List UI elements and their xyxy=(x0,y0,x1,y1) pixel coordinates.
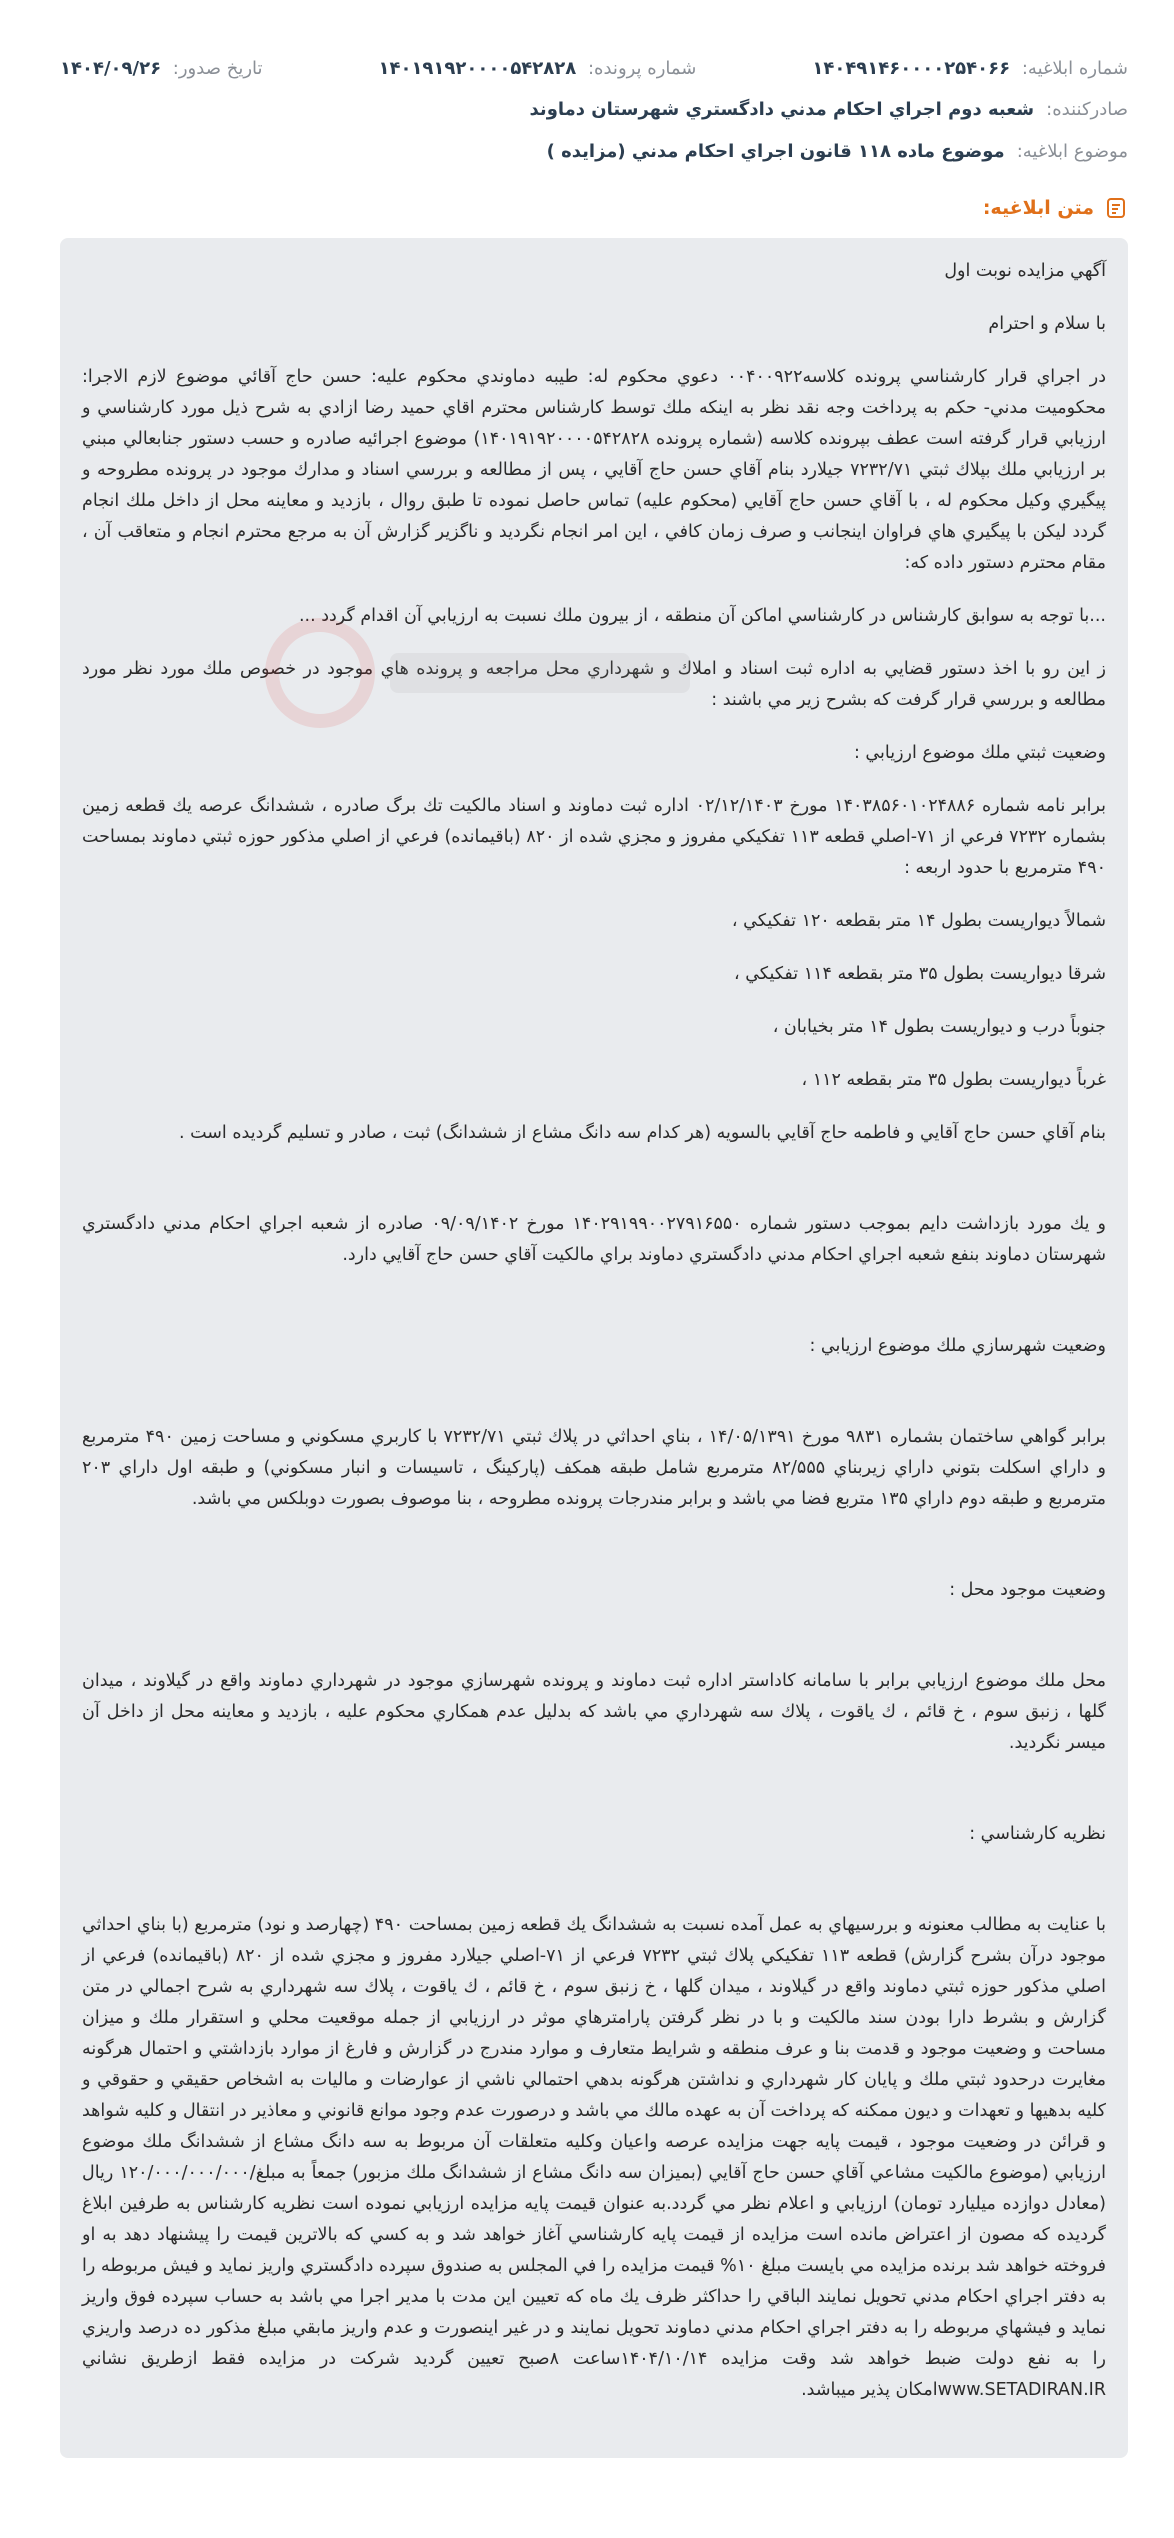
notice-number xyxy=(812,58,1128,79)
paragraph-6: وضعيت ثبتي ملك موضوع ارزيابي : xyxy=(853,743,1106,763)
notice-header xyxy=(60,48,1128,172)
paragraph-19: با عنايت به مطالب معنونه و بررسيهاي به عمل آمده نسبت به ششدانگ يك قطعه زمين بمساحت ۴۹۰ (چهارصد و نود) مترمربع (با بناي احداثي موجود درآن بشرح گزارش) قطعه ۱۱۳ تفكيكي پلاك ثبتي ۷۲۳۲ فرعي از ۷۱-اصلي جيلارد مفروز و مجزي شده از ۸۲۰ (باقيمانده) فرعي از اصلي مذكور حوزه ثبتي دماوند واقع در گيلاوند ، ميدان گلها ، خ زنبق سوم ، خ قائم ، ك ياقوت ، پلاك سه شهرداري به شرح اجمالي در متن گزارش و بشرط دارا بودن سند مالكيت و با در نظر گرفتن پارامترهاي موثر در ارزيابي از جمله موقعيت محلي و استقرار ملك و ميزان مساحت و وضعيت موجود و قدمت بنا و عرف منطقه و شرايط متعارف و موارد مندرج در گزارش و فارغ از موارد بازداشتي و احتمال هرگونه مغايرت درحدود ثبتي ملك و پايان كار شهرداري و نداشتن هرگونه بدهي احتمالي ناشي از عوارضات و ماليات به اشخاص حقيقي و حقوقي و كليه بدهيها و تعهدات و ديون ممكنه كه پرداخت آن به عهده مالك مي باشد و درصورت عدم وجود موانع قانوني و معاذير در انتقال و كليه شواهد و قرائن در وضعيت موجود ، قيمت پايه جهت مزايده عرصه واعيان وكليه متعلقات آن مربوط به سه دانگ مشاع از ششدانگ ملك موضوع ارزيابي (موضوع مالكيت مشاعي آقاي حسن حاج آقايي (بميزان سه دانگ مشاع از ششدانگ ملك مزبور) جمعاً به مبلغ/۱۲۰/۰۰۰/۰۰۰/۰۰۰ ريال (معادل دوازده ميليارد تومان) ارزيابي و اعلام نظر مي گردد.به عنوان قيمت پايه مزايده ارزيابي نموده است نظريه كارشناس به طرفين ابلاغ گرديده كه مصون از اعتراض مانده است مزايده از قيمت پايه كارشناسي آغاز خواهد شد و به كسي كه بالاترين قيمت را پيشنهاد دهد به او فروخته خواهد شد برنده مزايده مي بايست مبلغ ۱۰% قيمت مزايده را في المجلس به صندوق سپرده دادگستري واريز نمايد و فيش مربوطه را به دفتر اجراي احكام مدني تحويل نمايند الباقي را حداكثر ظرف يك ماه كه تعيين اين مدت با مدير اجرا مي باشد به حساب سپرده فوق واريز نمايد و فيشهاي مربوطه را به دفتر اجراي احكام مدني دماوند تحويل نمايند و در غير اينصورت و عدم واريز مابقي مبلغ مذكور ده درصد واريزي را به نفع دولت ضبط خواهد شد وقت مزايده ۱۴۰۴/۱۰/۱۴ساعت ۸صبح تعيين گرديد شركت در مزايده فقط ازطريق نشاني www.SETADIRAN.IRامكان پذير ميباشد. xyxy=(82,1915,1106,2400)
paragraph-18: نظريه كارشناسي : xyxy=(969,1824,1106,1844)
paragraph-3: در اجراي قرار كارشناسي پرونده كلاسه۰۰۴۰۰۹۲۲ دعوي محكوم له: طيبه دماوندي محكوم عليه: حسن حاج آقائي موضوع لازم الاجرا: محكوميت مدني- حكم به پرداخت وجه نقد نظر به اينكه ملك توسط كارشناس محترم اقاي حميد رضا ازادي به شرح ذيل مورد كارشناسي و ارزيابي قرار گرفته است عطف بپرونده كلاسه (شماره پرونده ۱۴۰۱۹۱۹۲۰۰۰۰۵۴۲۸۲۸) موضوع اجرائيه صادره و حسب دستور جنابعالي مبني بر ارزيابي ملك بپلاك ثبتي ۷۲۳۲/۷۱ جيلارد بنام آقاي حسن حاج آقايي ، پس از مطالعه و بررسي اسناد و مدارك موجود در پرونده مطروحه و پيگيري وكيل محكوم له ، با آقاي حسن حاج آقايي (محكوم عليه) تماس حاصل نموده تا طبق روال ، بازديد و معاينه محل از داخل ملك انجام گردد ليكن با پيگيري هاي فراوان اينجانب و صرف زمان كافي ، اين امر انجام نگرديد و ناگزير گزارش آن به مرجع محترم انجام و متعاقب آن ، مقام محترم دستور داده كه: xyxy=(82,367,1106,573)
paragraph-9: شرقا ديواريست بطول ۳۵ متر بقطعه ۱۱۴ تفكيكي ، xyxy=(734,964,1106,984)
paragraph-12: بنام آقاي حسن حاج آقايي و فاطمه حاج آقايي بالسويه (هر كدام سه دانگ مشاع از ششدانگ) ثبت ، صادر و تسليم گرديده است . xyxy=(178,1123,1106,1143)
paragraph-5: ز اين رو با اخذ دستور قضايي به اداره ثبت اسناد و املاك و شهرداري محل مراجعه و پرونده هاي موجود در خصوص ملك مورد نظر مورد مطالعه و بررسي قرار گرفت كه بشرح زير مي باشند : xyxy=(82,659,1106,710)
notice-text-title: متن ابلاغيه: xyxy=(982,197,1094,219)
issue-date-label: تاريخ صدور: xyxy=(172,57,263,79)
case-number-value: ۱۴۰۱۹۱۹۲۰۰۰۰۵۴۲۸۲۸ xyxy=(378,57,577,79)
meta-row xyxy=(60,48,1128,88)
notice-text-heading xyxy=(983,196,1128,220)
paragraph-11: غرباً ديواريست بطول ۳۵ متر بقطعه ۱۱۲ ، xyxy=(801,1070,1106,1090)
paragraph-15: برابر گواهي ساختمان بشماره ۹۸۳۱ مورخ ۱۴/۰۵/۱۳۹۱ ، بناي احداثي در پلاك ثبتي ۷۲۳۲/۷۱ با كاربري مسكوني و مساحت زمين ۴۹۰ مترمربع و داراي اسكلت بتوني داراي زيربناي ۸۲/۵۵۵ مترمربع شامل طبقه همكف (پاركينگ ، تاسيسات و انبار مسكوني) و طبقه اول داراي ۲۰۳ مترمربع و طبقه دوم داراي ۱۳۵ متربع فضا مي باشد و برابر مندرجات پرونده مطروحه ، بنا موصوف بصورت دوبلكس مي باشد. xyxy=(82,1427,1106,1509)
paragraph-17: محل ملك موضوع ارزيابي برابر با سامانه كاداستر اداره ثبت دماوند و پرونده شهرسازي موجود در شهرداري دماوند واقع در گيلاوند ، ميدان گلها ، زنبق سوم ، خ قائم ، ك ياقوت ، پلاك سه شهرداري مي باشد كه بدليل عدم همكاري محكوم عليه ، بازديد و معاينه محل از داخل آن ميسر نگرديد. xyxy=(82,1671,1106,1753)
paragraph-4: ...با توجه به سوابق كارشناس در كارشناسي اماكن آن منطقه ، از بيرون ملك نسبت به ارزيابي آن اقدام گردد ... xyxy=(298,606,1106,626)
issuer-row xyxy=(60,88,1128,130)
paragraph-16: وضعيت موجود محل : xyxy=(949,1580,1106,1600)
paragraph-10: جنوباً درب و ديواريست بطول ۱۴ متر بخيابان ، xyxy=(772,1017,1106,1037)
notice-body xyxy=(60,238,1128,2458)
case-number-label: شماره پرونده: xyxy=(587,57,697,79)
issue-date-value: ۱۴۰۴/۰۹/۲۶ xyxy=(60,57,162,79)
paragraph-2: با سلام و احترام xyxy=(988,314,1106,334)
paragraph-13: و يك مورد بازداشت دايم بموجب دستور شماره ۱۴۰۲۹۱۹۹۰۰۲۷۹۱۶۵۵۰ مورخ ۰۹/۰۹/۱۴۰۲ صادره از شعبه اجراي احكام مدني دادگستري شهرستان دماوند بنفع شعبه اجراي احكام مدني دادگستري دماوند براي مالكيت آقاي حسن حاج آقايي دارد. xyxy=(82,1214,1106,1265)
subject-value: موضوع ماده ۱۱۸ قانون اجراي احكام مدني (مزايده ) xyxy=(546,140,1005,162)
paragraph-1: آگهي مزايده نوبت اول xyxy=(944,261,1106,281)
notice-number-label: شماره ابلاغيه: xyxy=(1021,57,1128,79)
notice-number-value: ۱۴۰۴۹۱۴۶۰۰۰۰۲۵۴۰۶۶ xyxy=(812,57,1011,79)
paragraph-8: شمالاً ديواريست بطول ۱۴ متر بقطعه ۱۲۰ تفكيكي ، xyxy=(731,911,1106,931)
issue-date xyxy=(60,58,263,79)
subject-label: موضوع ابلاغيه: xyxy=(1016,140,1128,162)
subject-row xyxy=(60,130,1128,172)
paragraph-7: برابر نامه شماره ۱۴۰۳۸۵۶۰۱۰۲۴۸۸۶ مورخ ۰۲/۱۲/۱۴۰۳ اداره ثبت دماوند و اسناد مالكيت تك برگ صادره ، ششدانگ عرصه يك قطعه زمين بشماره ۷۲۳۲ فرعي از ۷۱-اصلي قطعه ۱۱۳ تفكيكي مفروز و مجزي شده از ۸۲۰ (باقيمانده) فرعي از اصلي مذكور حوزه ثبتي دماوند بمساحت ۴۹۰ مترمربع با حدود اربعه : xyxy=(82,796,1106,878)
issuer-value: شعبه دوم اجراي احكام مدني دادگستري شهرستان دماوند xyxy=(529,98,1035,120)
document-text-icon xyxy=(1104,196,1128,220)
paragraph-14: وضعيت شهرسازي ملك موضوع ارزيابي : xyxy=(809,1336,1106,1356)
issuer-label: صادرکننده: xyxy=(1046,98,1128,120)
case-number xyxy=(378,58,696,79)
